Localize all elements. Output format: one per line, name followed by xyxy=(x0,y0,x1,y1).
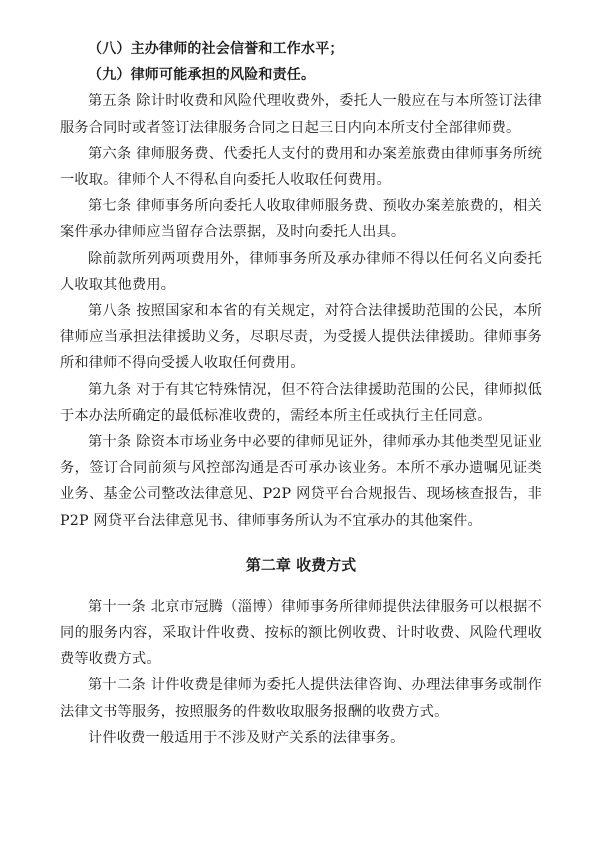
article-7-clause-2: 除前款所列两项费用外，律师事务所及承办律师不得以任何名义向委托人收取其他费用。 xyxy=(60,250,542,293)
list-item-9: （九）律师可能承担的风险和责任。 xyxy=(88,67,316,84)
article-12: 第十二条 计件收费是律师为委托人提供法律咨询、办理法律事务或制作法律文书等服务，按照服务的件数收取服务报酬的收费方式。 xyxy=(60,677,542,720)
spacer xyxy=(60,534,542,552)
article-9: 第九条 对于有其它特殊情况，但不符合法律援助范围的公民，律师拟低于本办法所确定的最低标准收费的，需经本所主任或执行主任同意。 xyxy=(60,381,542,424)
article-11: 第十一条 北京市冠腾（淄博）律师事务所律师提供法律服务可以根据不同的服务内容，采取计件收费、按标的额比例收费、计时收费、风险代理收费等收费方式。 xyxy=(60,598,542,668)
chapter-title: 第二章 收费方式 xyxy=(245,555,357,574)
article-7: 第七条 律师事务所向委托人收取律师服务费、预收办案差旅费的，相关案件承办律师应当留存合法票据，及时向委托人出具。 xyxy=(60,198,542,241)
article-10: 第十条 除资本市场业务中必要的律师见证外，律师承办其他类型见证业务，签订合同前须与风控部沟通是否可承办该业务。本所不承办遗嘱见证类业务、基金公司整改法律意见、P2P 网贷平台合规报告、现场核查报告，非 P2P 网贷平台法律意见书、律师事务所认为不宜承办的其他案件。 xyxy=(60,434,542,529)
document-body xyxy=(60,36,542,751)
article-6: 第六条 律师服务费、代委托人支付的费用和办案差旅费由律师事务所统一收取。律师个人不得私自向委托人收取任何费用。 xyxy=(60,145,542,189)
article-12-clause-2: 计件收费一般适用于不涉及财产关系的法律事务。 xyxy=(88,729,405,746)
spacer xyxy=(60,578,542,594)
article-5: 第五条 除计时收费和风险代理收费外，委托人一般应在与本所签订法律服务合同时或者签订法律服务合同之日起三日内向本所支付全部律师费。 xyxy=(60,93,542,136)
article-8: 第八条 按照国家和本省的有关规定，对符合法律援助范围的公民，本所律师应当承担法律援助义务，尽职尽责，为受援人提供法律援助。律师事务所和律师不得向受援人收取任何费用。 xyxy=(60,303,542,372)
list-item-8: （八）主办律师的社会信誉和工作水平； xyxy=(88,41,344,57)
